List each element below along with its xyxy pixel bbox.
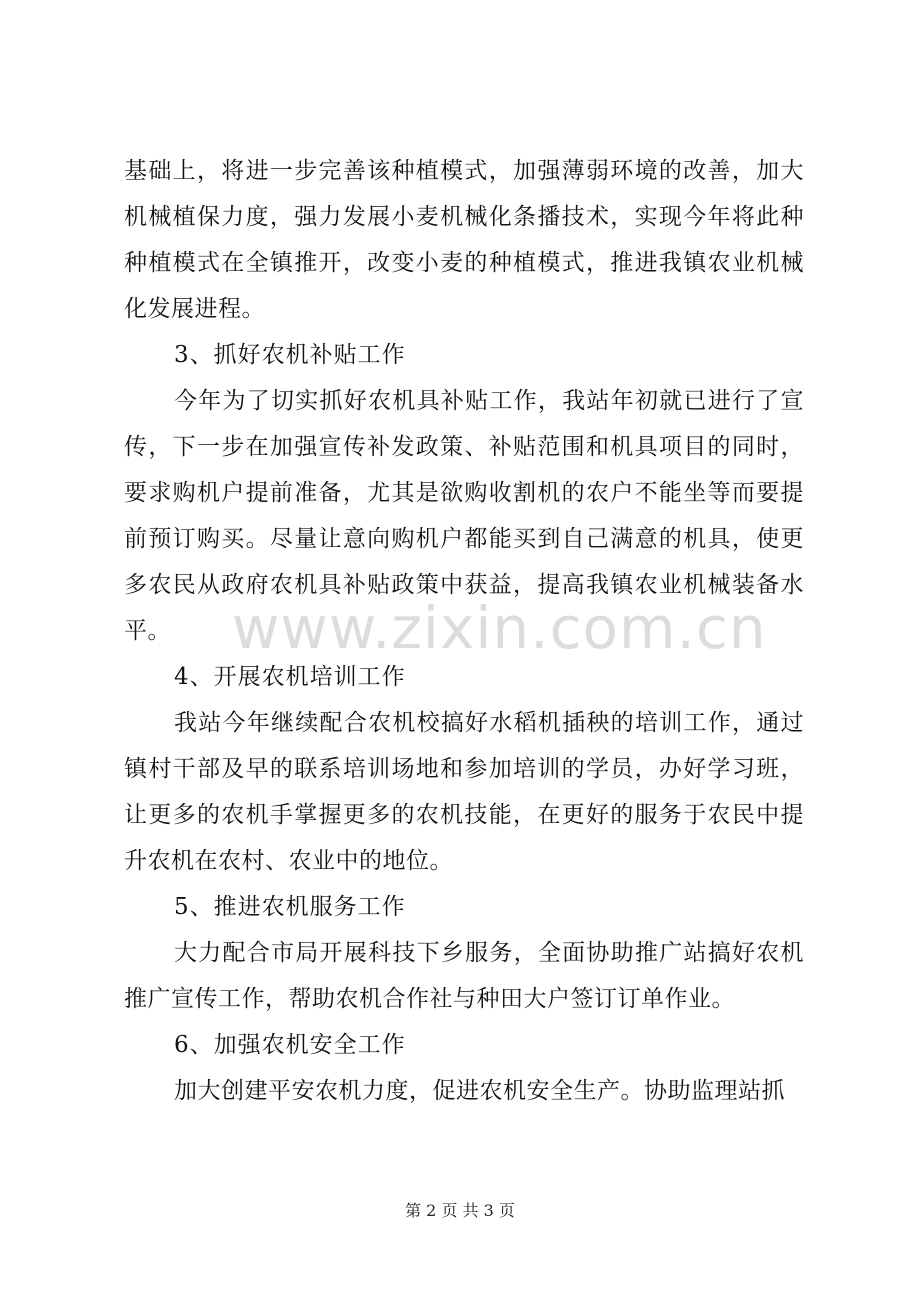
paragraph-line: 前预订购买。尽量让意向购机户都能买到自己满意的机具，使更 bbox=[124, 526, 804, 552]
paragraph-line: 加大创建平安农机力度，促进农机安全生产。协助监理站抓 bbox=[174, 1078, 785, 1104]
section-heading: 4、开展农机培训工作 bbox=[174, 664, 406, 690]
paragraph-line: 要求购机户提前准备，尤其是欲购收割机的农户不能坐等而要提 bbox=[124, 480, 804, 506]
paragraph-line: 多农民从政府农机具补贴政策中获益，提高我镇农业机械装备水 bbox=[124, 572, 804, 598]
paragraph-line: 镇村干部及早的联系培训场地和参加培训的学员，办好学习班， bbox=[124, 756, 804, 782]
paragraph-line: 大力配合市局开展科技下乡服务，全面协助推广站搞好农机 bbox=[174, 940, 804, 966]
paragraph-line: 升农机在农村、农业中的地位。 bbox=[124, 848, 453, 874]
document-body bbox=[124, 148, 804, 1114]
paragraph-line: 让更多的农机手掌握更多的农机技能，在更好的服务于农民中提 bbox=[124, 802, 804, 828]
paragraph-line: 基础上，将进一步完善该种植模式，加强薄弱环境的改善，加大 bbox=[124, 158, 804, 184]
watermark: www.zixin.com.cn bbox=[232, 594, 767, 662]
paragraph-line: 推广宣传工作，帮助农机合作社与种田大户签订订单作业。 bbox=[124, 986, 735, 1012]
paragraph-line: 传，下一步在加强宣传补发政策、补贴范围和机具项目的同时， bbox=[124, 434, 804, 460]
paragraph-line: 化发展进程。 bbox=[124, 296, 265, 322]
paragraph-line: 平。 bbox=[124, 618, 171, 644]
page-footer: 第 2 页 共 3 页 bbox=[405, 1201, 515, 1220]
paragraph-line: 机械植保力度，强力发展小麦机械化条播技术，实现今年将此种 bbox=[124, 204, 804, 230]
section-heading: 6、加强农机安全工作 bbox=[174, 1032, 406, 1058]
paragraph-line: 种植模式在全镇推开，改变小麦的种植模式，推进我镇农业机械 bbox=[124, 250, 804, 276]
section-heading: 3、抓好农机补贴工作 bbox=[174, 342, 406, 368]
paragraph-line: 我站今年继续配合农机校搞好水稻机插秧的培训工作，通过 bbox=[174, 710, 804, 736]
paragraph-line: 今年为了切实抓好农机具补贴工作，我站年初就已进行了宣 bbox=[174, 388, 804, 414]
section-heading: 5、推进农机服务工作 bbox=[174, 894, 406, 920]
